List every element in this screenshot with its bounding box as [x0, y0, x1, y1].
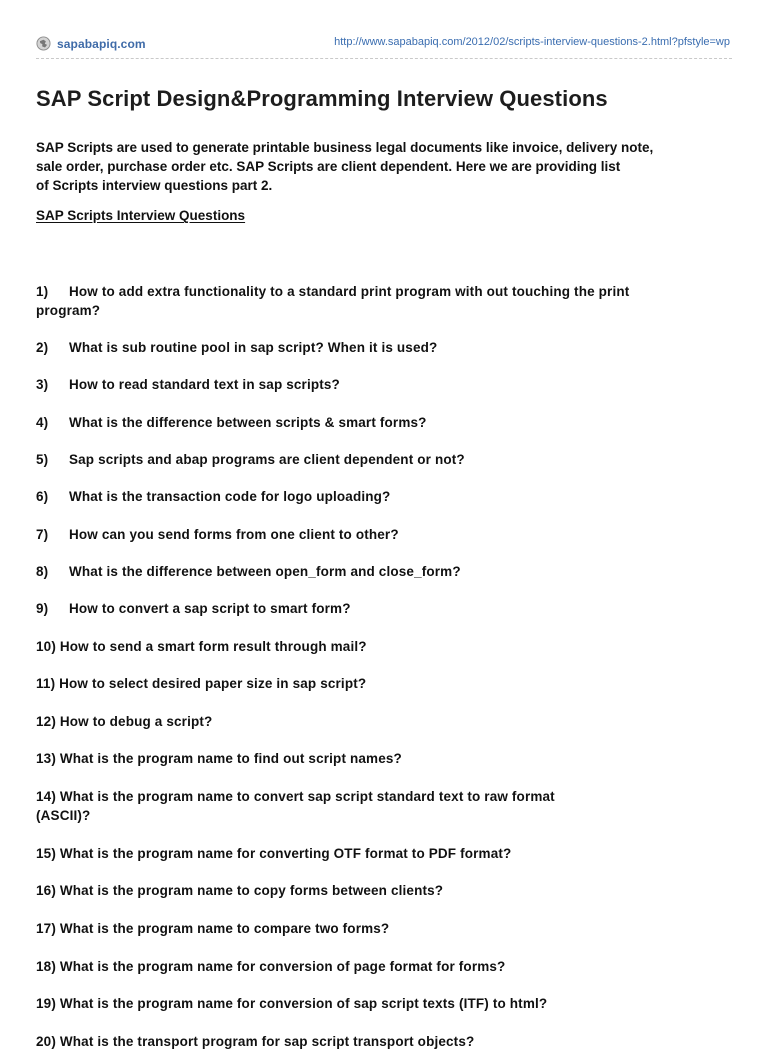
question-number: 2): [36, 340, 49, 355]
question-number: 9): [36, 601, 49, 616]
question-text: What is the program name to compare two forms?: [59, 921, 390, 936]
question-text: What is the transport program for sap script transport objects?: [59, 1034, 475, 1049]
question-text: What is the program name for converting OTF format to PDF format?: [59, 846, 512, 861]
question-text: program?: [36, 303, 101, 318]
header-divider: [36, 58, 732, 59]
question-number: 1): [36, 284, 49, 299]
question-number: 7): [36, 527, 49, 542]
question-text: What is the program name to copy forms between clients?: [59, 883, 444, 898]
question-text: How to send a smart form result through mail?: [59, 639, 367, 654]
question-text: What is sub routine pool in sap script? When it is used?: [69, 340, 438, 355]
question-item: [36, 994, 736, 1013]
question-number: 10): [36, 639, 56, 654]
question-number: 17): [36, 921, 56, 936]
question-list: [36, 264, 736, 1051]
question-item: [36, 413, 736, 432]
question-text: Sap scripts and abap programs are client dependent or not?: [69, 452, 465, 467]
question-item: [36, 674, 736, 693]
question-text: How to add extra functionality to a standard print program with out touching the print: [69, 284, 630, 299]
question-number: 18): [36, 959, 56, 974]
question-text: What is the program name for conversion of sap script texts (ITF) to html?: [59, 996, 548, 1011]
question-text: How to read standard text in sap scripts?: [69, 377, 340, 392]
question-item: [36, 919, 736, 938]
site-branding[interactable]: [36, 36, 146, 51]
section-heading-link[interactable]: SAP Scripts Interview Questions: [36, 208, 246, 223]
site-name[interactable]: sapabapiq.com: [57, 36, 146, 51]
question-number: 14): [36, 789, 56, 804]
question-number: 12): [36, 714, 56, 729]
question-item: [36, 712, 736, 731]
question-item: [36, 637, 736, 656]
question-item: [36, 375, 736, 394]
question-number: 20): [36, 1034, 56, 1049]
question-number: 8): [36, 564, 49, 579]
question-number: 4): [36, 415, 49, 430]
intro-paragraph: [36, 138, 736, 195]
question-item: [36, 787, 736, 825]
question-text: How to debug a script?: [59, 714, 213, 729]
question-text: How can you send forms from one client to other?: [69, 527, 399, 542]
question-text: How to convert a sap script to smart form?: [69, 601, 351, 616]
question-item: [36, 562, 736, 581]
question-number: 3): [36, 377, 49, 392]
question-number: 15): [36, 846, 56, 861]
question-item: [36, 957, 736, 976]
globe-icon: [36, 36, 51, 51]
intro-line: of Scripts interview questions part 2.: [36, 178, 273, 193]
question-item: [36, 1032, 736, 1051]
page-url-link[interactable]: http://www.sapabapiq.com/2012/02/scripts-interview-questions-2.html?pfstyle=wp: [334, 36, 730, 48]
question-number: 19): [36, 996, 56, 1011]
question-text: How to select desired paper size in sap script?: [59, 676, 367, 691]
intro-line: sale order, purchase order etc. SAP Scripts are client dependent. Here we are providing list: [36, 159, 621, 174]
question-item: [36, 338, 736, 357]
question-item: [36, 487, 736, 506]
question-text: What is the transaction code for logo uploading?: [69, 489, 391, 504]
question-item: [36, 599, 736, 618]
page-header: [36, 34, 732, 54]
article-title: SAP Script Design&Programming Interview Questions: [36, 86, 608, 111]
question-item: [36, 282, 736, 320]
question-text: (ASCII)?: [36, 808, 91, 823]
question-item: [36, 844, 736, 863]
question-text: What is the program name for conversion of page format for forms?: [59, 959, 506, 974]
question-text: What is the program name to find out script names?: [59, 751, 402, 766]
question-number: 11): [36, 676, 56, 691]
question-number: 16): [36, 883, 56, 898]
intro-line: SAP Scripts are used to generate printable business legal documents like invoice, delivery note,: [36, 140, 654, 155]
question-number: 6): [36, 489, 49, 504]
question-item: [36, 525, 736, 544]
question-number: 5): [36, 452, 49, 467]
question-text: What is the difference between open_form and close_form?: [69, 564, 461, 579]
question-number: 13): [36, 751, 56, 766]
question-text: What is the program name to convert sap script standard text to raw format: [59, 789, 555, 804]
question-item: [36, 881, 736, 900]
question-item: [36, 450, 736, 469]
question-text: What is the difference between scripts & smart forms?: [69, 415, 427, 430]
question-item: [36, 749, 736, 768]
